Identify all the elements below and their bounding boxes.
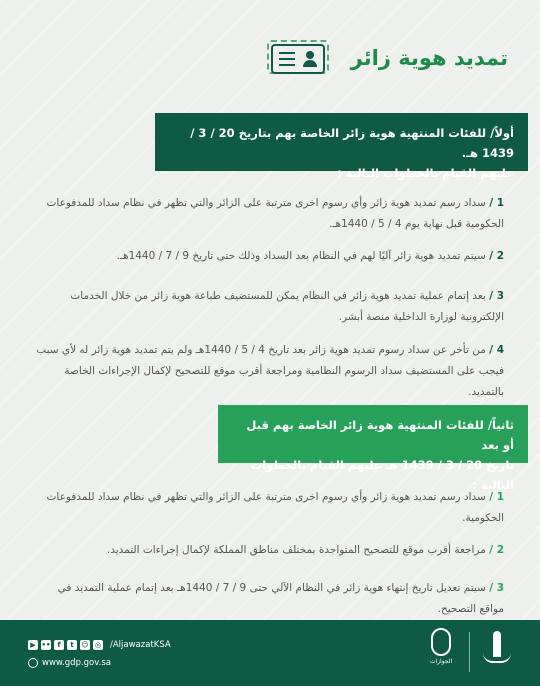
item-text: سداد رسم تمديد هوية زائر وأي رسوم اخرى مترتبة على الزائر والتي تظهر في نظام سداد للمدفوعات الحكومية قبل نهاية يوم 4 / 5 / 1440هـ. bbox=[46, 197, 504, 230]
twitter-icon[interactable]: t bbox=[67, 640, 77, 650]
website-link[interactable] bbox=[28, 658, 111, 668]
footer bbox=[0, 620, 540, 686]
item-text: بعد إتمام عملية تمديد هوية زائر في النظام يمكن للمستضيف طباعة هوية زائر من خلال الخدمات الإلكترونية لوزارة الداخلية منصة أبشر. bbox=[70, 290, 504, 323]
flickr-icon[interactable]: •• bbox=[41, 641, 51, 649]
section1-item-2 bbox=[34, 246, 504, 267]
section2-heading-line2: تاريخ 20 / 3 / 1439 هـ عليهم القيام بالخطوات التالية : bbox=[250, 458, 514, 492]
section2-tag: ثانياً/ bbox=[487, 418, 514, 432]
section1-item-4 bbox=[34, 340, 504, 403]
section2-item-2 bbox=[34, 540, 504, 561]
section2-banner bbox=[218, 405, 528, 492]
section2-item-3 bbox=[34, 578, 504, 620]
instagram-icon[interactable]: ◎ bbox=[94, 641, 102, 649]
item-number: 4 / bbox=[489, 344, 504, 356]
youtube-icon[interactable]: ▶ bbox=[28, 640, 38, 650]
item-number: 1 / bbox=[489, 197, 504, 209]
title-area bbox=[267, 40, 508, 76]
item-text: سداد رسم تمديد هوية زائر وأي رسوم اخرى مترتبة على الزائر والتي تظهر في نظام سداد للمدفوعات الحكومية. bbox=[46, 491, 504, 524]
section1-heading-line2: عليهم القيام بالخطوات التالية : bbox=[337, 166, 514, 180]
badge-caption: الجوازات bbox=[429, 658, 453, 665]
section1-banner bbox=[155, 113, 528, 180]
facebook-icon[interactable]: f bbox=[54, 640, 64, 650]
section1-item-3 bbox=[34, 286, 504, 328]
social-handle[interactable]: /AljawazatKSA bbox=[110, 640, 171, 650]
id-card-icon bbox=[267, 40, 333, 76]
globe-icon bbox=[28, 658, 38, 668]
item-text: مراجعة أقرب موقع للتصحيح المتواجدة بمختلف مناطق المملكة لإكمال إجراءات التمديد. bbox=[106, 544, 486, 556]
item-number: 2 / bbox=[489, 544, 504, 556]
item-number: 3 / bbox=[489, 290, 504, 302]
saudi-emblem-icon bbox=[480, 629, 514, 675]
page-title: تمديد هوية زائر bbox=[350, 46, 508, 70]
section1-tag: أولاً/ bbox=[490, 126, 514, 140]
item-number: 1 / bbox=[489, 491, 504, 503]
social-links bbox=[28, 640, 171, 650]
jawazat-logo bbox=[423, 628, 459, 676]
item-text: سيتم تعديل تاريخ إنتهاء هوية زائر في النظام الآلي حتى 9 / 7 / 1440هـ بعد إتمام عملية التمديد في مواقع التصحيح. bbox=[57, 582, 504, 615]
footer-logos bbox=[423, 628, 514, 676]
logo-divider bbox=[469, 632, 470, 672]
section2-heading-line1: للفئات المنتهية هوية زائر الخاصة بهم قبل أو بعد bbox=[246, 418, 514, 452]
website-url[interactable]: www.gdp.gov.sa bbox=[42, 658, 111, 668]
section1-heading-line1: للفئات المنتهية هوية زائر الخاصة بهم بتاريخ 20 / 3 / 1439 هـ. bbox=[190, 126, 514, 160]
snapchat-icon[interactable]: ☺ bbox=[81, 641, 89, 649]
item-number: 3 / bbox=[489, 582, 504, 594]
item-text: من تأخر عن سداد رسوم تمديد هوية زائر بعد تاريخ 4 / 5 / 1440هـ ولم يتم تمديد هوية زائر له لأي سبب فيجب على المستضيف سداد الرسوم النظامية ومراجعة أقرب موقع للتصحيح لإكمال الإجراءات الخاصة بالتمديد. bbox=[36, 344, 504, 398]
item-number: 2 / bbox=[489, 250, 504, 262]
item-text: سيتم تمديد هوية زائر آليًا لهم في النظام بعد السداد وذلك حتى تاريخ 9 / 7 / 1440هـ. bbox=[116, 250, 486, 262]
section2-item-1 bbox=[34, 487, 504, 529]
section1-item-1 bbox=[34, 193, 504, 235]
